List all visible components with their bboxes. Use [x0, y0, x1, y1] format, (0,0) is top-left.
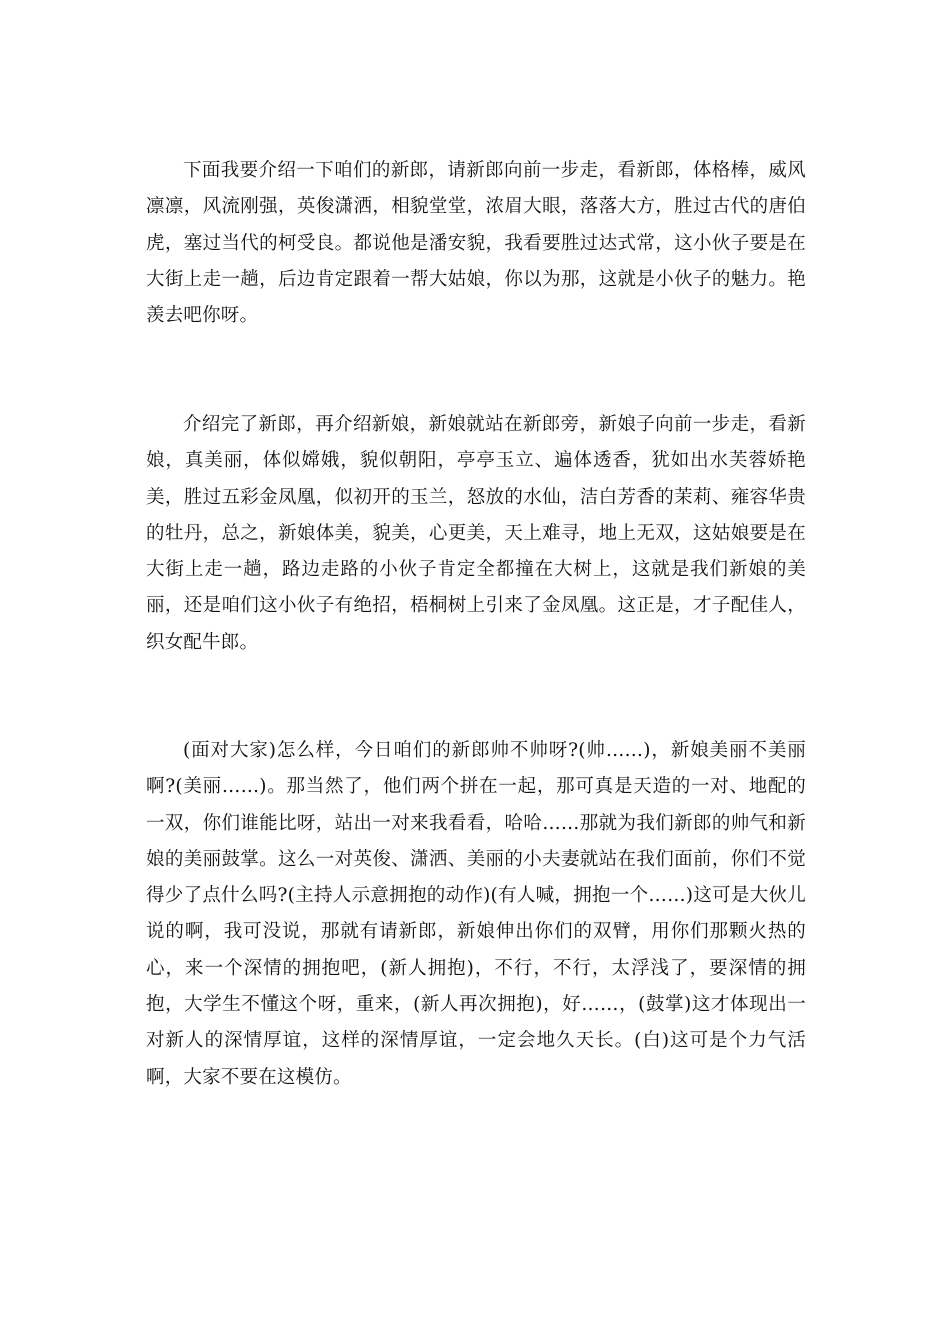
paragraph-groom-introduction: 下面我要介绍一下咱们的新郎，请新郎向前一步走，看新郎，体格棒，威风凛凛，风流刚强，英俊潇洒，相貌堂堂，浓眉大眼，落落大方，胜过古代的唐伯虎，塞过当代的柯受良。都说他是潘安貌，我看要胜过达式常，这小伙子要是在大街上走一趟，后边肯定跟着一帮大姑娘，你以为那，这就是小伙子的魅力。艳羡去吧你呀。 — [146, 160, 806, 327]
paragraph-audience-interaction: (面对大家)怎么样，今日咱们的新郎帅不帅呀?(帅……)，新娘美丽不美丽啊?(美丽……)。那当然了，他们两个拼在一起，那可真是天造的一对、地配的一双，你们谁能比呀，站出一对来我看看，哈哈……那就为我们新郎的帅气和新娘的美丽鼓掌。这么一对英俊、潇洒、美丽的小夫妻就站在我们面前，你们不觉得少了点什么吗?(主持人示意拥抱的动作)(有人喊，拥抱一个……)这可是大伙儿说的啊，我可没说，那就有请新郎，新娘伸出你们的双臂，用你们那颗火热的心，来一个深情的拥抱吧，(新人拥抱)，不行，不行，太浮浅了，要深情的拥抱，大学生不懂这个呀，重来，(新人再次拥抱)，好……，(鼓掌)这才体现出一对新人的深情厚谊，这样的深情厚谊，一定会地久天长。(白)这可是个力气活啊，大家不要在这模仿。 — [146, 740, 806, 1088]
paragraph-bride-introduction: 介绍完了新郎，再介绍新娘，新娘就站在新郎旁，新娘子向前一步走，看新娘，真美丽，体似嫦娥，貌似朝阳，亭亭玉立、遍体透香，犹如出水芙蓉娇艳美，胜过五彩金凤凰，似初开的玉兰，怒放的水仙，洁白芳香的茉莉、雍容华贵的牡丹，总之，新娘体美，貌美，心更美，天上难寻，地上无双，这姑娘要是在大街上走一趟，路边走路的小伙子肯定全都撞在大树上，这就是我们新娘的美丽，还是咱们这小伙子有绝招，梧桐树上引来了金凤凰。这正是，才子配佳人，织女配牛郎。 — [146, 414, 806, 653]
